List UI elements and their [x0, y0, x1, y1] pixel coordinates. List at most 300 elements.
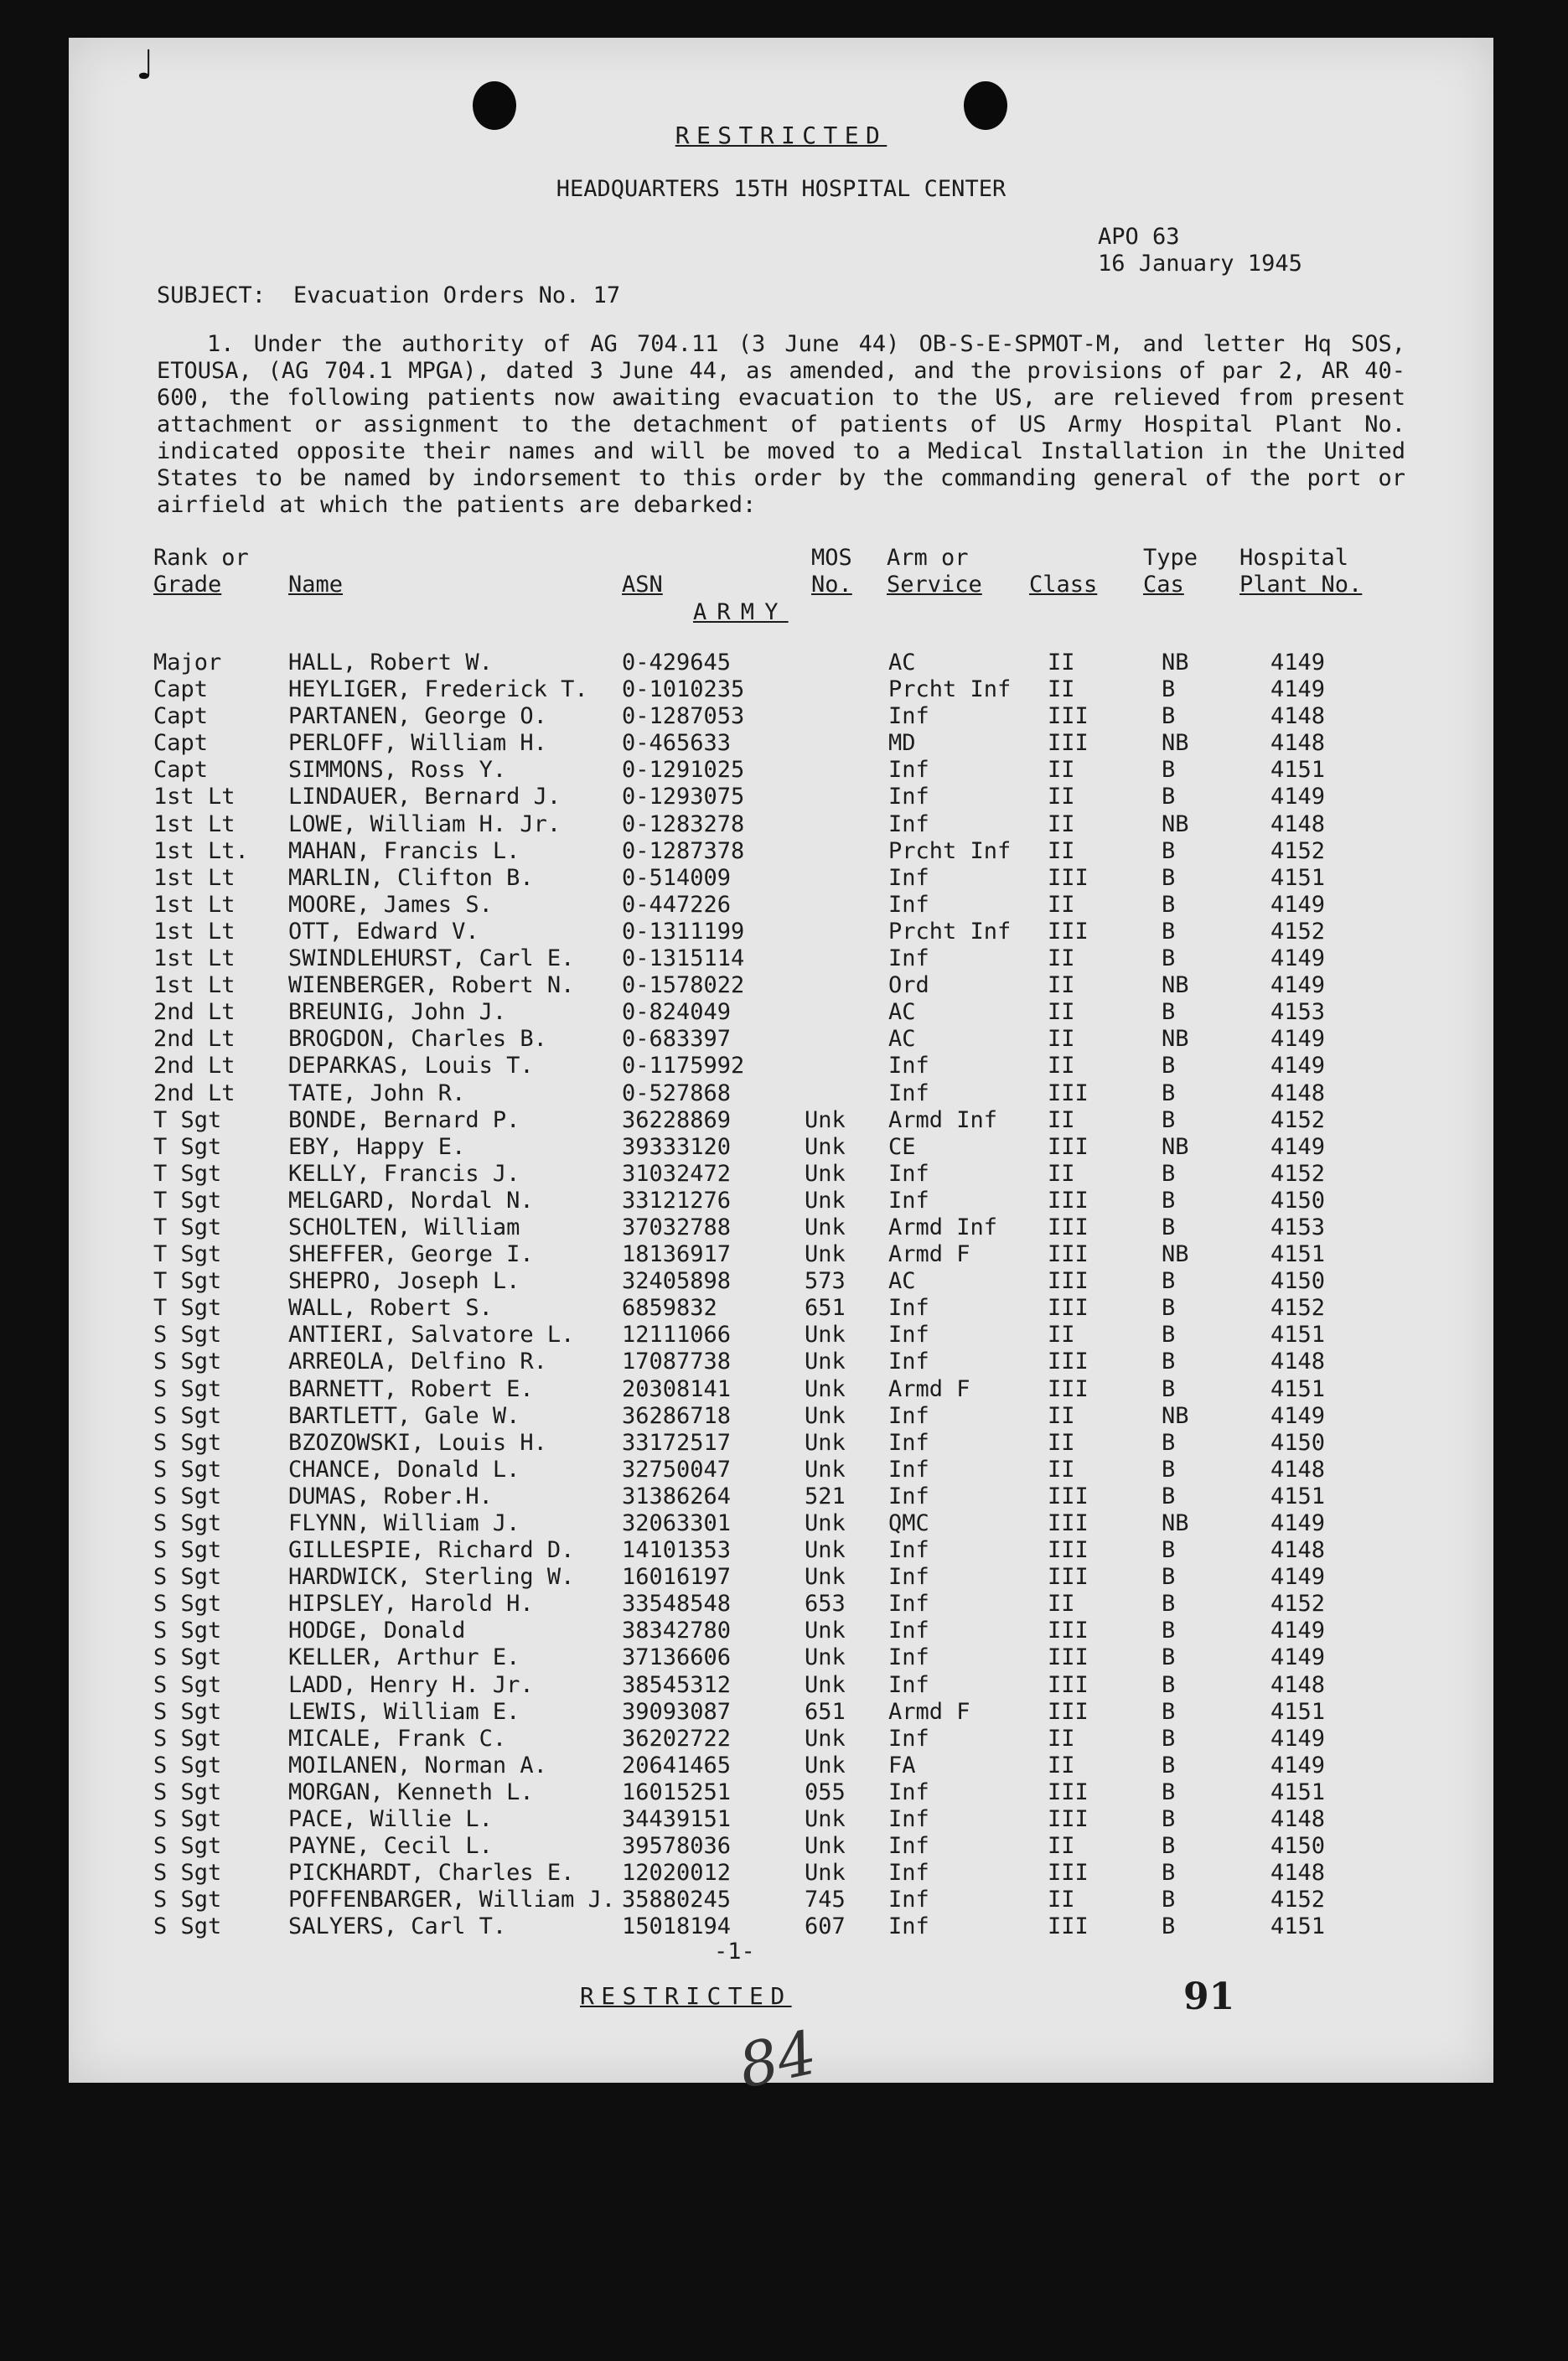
cell-arm-service: Inf — [888, 757, 929, 784]
cell-plant: 4153 — [1270, 1214, 1326, 1240]
cell-class: II — [1048, 1160, 1075, 1187]
cell-asn: 38342780 — [622, 1618, 732, 1644]
cell-mos — [805, 838, 880, 865]
section-heading-army: ARMY — [693, 599, 789, 625]
cell-name: DUMAS, Rober.H. — [288, 1483, 493, 1509]
cell-arm-service: Inf — [888, 945, 929, 972]
cell-arm-service: Inf — [888, 1080, 929, 1106]
cell-type-cas: B — [1162, 918, 1176, 945]
cell-type-cas: B — [1162, 1106, 1176, 1133]
table-row — [153, 1860, 1346, 1887]
cell-plant: 4148 — [1270, 1806, 1326, 1833]
page-number: 91 — [1183, 1975, 1235, 2018]
cell-rank: S Sgt — [153, 1779, 222, 1805]
cell-mos: Unk — [805, 1752, 846, 1779]
cell-asn: 37136606 — [622, 1644, 732, 1671]
cell-class: III — [1048, 918, 1089, 945]
cell-name: KELLER, Arthur E. — [288, 1644, 520, 1671]
cell-arm-service: Inf — [888, 1618, 929, 1644]
cell-mos — [805, 892, 880, 919]
cell-rank: S Sgt — [153, 1752, 222, 1779]
cell-asn: 12020012 — [622, 1860, 732, 1887]
table-row — [153, 1376, 1346, 1403]
cell-type-cas: NB — [1162, 730, 1189, 757]
cell-rank: 1st Lt — [153, 918, 235, 945]
cell-class: III — [1048, 864, 1089, 891]
cell-name: BONDE, Bernard P. — [288, 1106, 520, 1133]
cell-mos: 521 — [805, 1483, 846, 1509]
cell-type-cas: B — [1162, 676, 1176, 703]
cell-plant: 4148 — [1270, 1080, 1326, 1106]
table-row — [153, 1322, 1346, 1349]
cell-type-cas: B — [1162, 1322, 1176, 1349]
cell-class: III — [1048, 1537, 1089, 1564]
cell-type-cas: B — [1162, 1671, 1176, 1698]
cell-type-cas: B — [1162, 1833, 1176, 1860]
table-row — [153, 1268, 1346, 1295]
cell-arm-service: Inf — [888, 1725, 929, 1752]
col-rank-line1: Rank or — [153, 545, 249, 571]
table-row — [153, 1833, 1346, 1860]
cell-mos: Unk — [805, 1322, 846, 1349]
cell-plant: 4152 — [1270, 1591, 1326, 1618]
table-row — [153, 1672, 1346, 1699]
cell-mos: Unk — [805, 1564, 846, 1591]
cell-rank: S Sgt — [153, 1322, 222, 1349]
cell-type-cas: B — [1162, 703, 1176, 730]
cell-type-cas: NB — [1162, 1133, 1189, 1160]
cell-rank: 1st Lt — [153, 784, 235, 810]
cell-class: III — [1048, 1483, 1089, 1509]
cell-mos: Unk — [805, 1510, 846, 1536]
cell-class: III — [1048, 1564, 1089, 1591]
cell-plant: 4152 — [1270, 918, 1326, 945]
table-row — [153, 1403, 1346, 1430]
col-plant-line1: Hospital — [1239, 545, 1349, 571]
cell-type-cas: B — [1162, 784, 1176, 810]
cell-type-cas: B — [1162, 945, 1176, 972]
cell-plant: 4149 — [1270, 1053, 1326, 1080]
authority-paragraph: 1. Under the authority of AG 704.11 (3 June 44) OB-S-E-SPMOT-M, and letter Hq SOS, ETOUSA, (AG 704.1 MPGA), dated 3 June 44, as amended, and the provisions of par 2, AR 40-600, the following patients now awaiting evacuation to the US, are relieved from present attachment or assignment to the detachment of patients of US Army Hospital Plant No. indicated opposite their names and will be moved to a Medical Installation in the United States to be named by indorsement to this order by the commanding general of the port or airfield at which the patients are debarked: — [157, 331, 1405, 518]
cell-plant: 4151 — [1270, 757, 1326, 784]
cell-arm-service: Inf — [888, 784, 929, 810]
cell-rank: 1st Lt — [153, 945, 235, 972]
cell-mos — [805, 945, 880, 972]
cell-class: II — [1048, 1026, 1075, 1053]
cell-rank: T Sgt — [153, 1214, 222, 1240]
cell-asn: 32063301 — [622, 1510, 732, 1536]
cell-name: HEYLIGER, Frederick T. — [288, 676, 588, 703]
cell-rank: Major — [153, 650, 222, 676]
cell-class: III — [1048, 1349, 1089, 1375]
cell-type-cas: B — [1162, 1806, 1176, 1833]
cell-class: II — [1048, 784, 1075, 810]
table-row — [153, 1779, 1346, 1806]
cell-type-cas: B — [1162, 1537, 1176, 1564]
cell-asn: 0-447226 — [622, 891, 732, 918]
table-row — [153, 1618, 1346, 1644]
cell-asn: 0-527868 — [622, 1080, 732, 1106]
cell-asn: 14101353 — [622, 1537, 732, 1564]
cell-mos: Unk — [805, 1349, 846, 1375]
col-rank-line2: Grade — [153, 572, 222, 598]
table-row — [153, 919, 1346, 945]
cell-rank: S Sgt — [153, 1402, 222, 1429]
cell-arm-service: Armd Inf — [888, 1214, 998, 1240]
cell-type-cas: B — [1162, 1375, 1176, 1402]
cell-class: II — [1048, 650, 1075, 676]
cell-arm-service: Armd F — [888, 1698, 970, 1725]
cell-arm-service: Inf — [888, 1806, 929, 1833]
cell-plant: 4149 — [1270, 891, 1326, 918]
cell-class: III — [1048, 730, 1089, 757]
cell-name: BARTLETT, Gale W. — [288, 1402, 520, 1429]
cell-name: ARREOLA, Delfino R. — [288, 1349, 547, 1375]
table-row — [153, 1753, 1346, 1779]
cell-rank: S Sgt — [153, 1806, 222, 1833]
cell-type-cas: NB — [1162, 810, 1189, 837]
table-row — [153, 1349, 1346, 1375]
cell-name: MICALE, Frank C. — [288, 1725, 507, 1752]
cell-class: III — [1048, 1779, 1089, 1805]
cell-arm-service: Inf — [888, 1537, 929, 1564]
cell-type-cas: B — [1162, 1752, 1176, 1779]
cell-arm-service: Inf — [888, 1779, 929, 1805]
cell-arm-service: Ord — [888, 972, 929, 999]
col-asn: ASN — [622, 572, 663, 598]
cell-class: III — [1048, 703, 1089, 730]
cell-name: LINDAUER, Bernard J. — [288, 784, 561, 810]
cell-asn: 15018194 — [622, 1913, 732, 1940]
cell-class: III — [1048, 1187, 1089, 1214]
cell-asn: 0-1287053 — [622, 703, 745, 730]
cell-arm-service: Inf — [888, 1483, 929, 1509]
cell-arm-service: Inf — [888, 1887, 929, 1913]
cell-asn: 36286718 — [622, 1402, 732, 1429]
cell-rank: Capt — [153, 757, 209, 784]
cell-asn: 18136917 — [622, 1241, 732, 1268]
patient-roster — [153, 650, 1346, 1941]
cell-name: BARNETT, Robert E. — [288, 1375, 534, 1402]
cell-name: BREUNIG, John J. — [288, 999, 507, 1026]
cell-plant: 4150 — [1270, 1429, 1326, 1456]
table-row — [153, 1188, 1346, 1214]
cell-arm-service: Prcht Inf — [888, 918, 1012, 945]
cell-rank: T Sgt — [153, 1295, 222, 1322]
cell-type-cas: B — [1162, 1860, 1176, 1887]
cell-asn: 0-1175992 — [622, 1053, 745, 1080]
table-row — [153, 1483, 1346, 1510]
cell-type-cas: B — [1162, 1779, 1176, 1805]
col-class: Class — [1029, 572, 1098, 598]
cell-arm-service: FA — [888, 1752, 916, 1779]
cell-arm-service: Inf — [888, 1402, 929, 1429]
cell-rank: T Sgt — [153, 1268, 222, 1295]
table-row — [153, 1053, 1346, 1080]
cell-mos: 653 — [805, 1591, 846, 1618]
table-row — [153, 1214, 1346, 1241]
cell-arm-service: AC — [888, 650, 916, 676]
classification-top: RESTRICTED — [675, 122, 887, 149]
cell-type-cas: B — [1162, 1080, 1176, 1106]
cell-plant: 4149 — [1270, 784, 1326, 810]
cell-mos: Unk — [805, 1833, 846, 1860]
cell-rank: S Sgt — [153, 1618, 222, 1644]
col-arm-line1: Arm or — [887, 545, 969, 571]
cell-asn: 0-683397 — [622, 1026, 732, 1053]
classification-bottom: RESTRICTED — [580, 1982, 792, 2010]
cell-asn: 35880245 — [622, 1887, 732, 1913]
cell-asn: 0-465633 — [622, 730, 732, 757]
cell-mos: Unk — [805, 1725, 846, 1752]
col-type-line2: Cas — [1143, 572, 1184, 598]
cell-plant: 4149 — [1270, 1752, 1326, 1779]
unit-heading: HEADQUARTERS 15TH HOSPITAL CENTER — [556, 176, 1007, 202]
cell-plant: 4148 — [1270, 1349, 1326, 1375]
table-row — [153, 1806, 1346, 1833]
cell-class: III — [1048, 1618, 1089, 1644]
cell-mos — [805, 650, 880, 676]
cell-class: II — [1048, 1591, 1075, 1618]
cell-arm-service: Inf — [888, 1860, 929, 1887]
cell-type-cas: B — [1162, 1187, 1176, 1214]
cell-plant: 4152 — [1270, 1106, 1326, 1133]
cell-asn: 36202722 — [622, 1725, 732, 1752]
cell-type-cas: B — [1162, 891, 1176, 918]
cell-arm-service: AC — [888, 1268, 916, 1295]
cell-type-cas: B — [1162, 999, 1176, 1026]
cell-class: III — [1048, 1133, 1089, 1160]
cell-arm-service: Inf — [888, 891, 929, 918]
cell-class: II — [1048, 1725, 1075, 1752]
cell-asn: 32750047 — [622, 1456, 732, 1483]
cell-plant: 4151 — [1270, 1322, 1326, 1349]
cell-plant: 4149 — [1270, 1133, 1326, 1160]
table-row — [153, 838, 1346, 865]
table-row — [153, 1591, 1346, 1618]
cell-name: LEWIS, William E. — [288, 1698, 520, 1725]
cell-rank: 2nd Lt — [153, 1026, 235, 1053]
table-row — [153, 730, 1346, 757]
cell-name: LOWE, William H. Jr. — [288, 810, 561, 837]
cell-plant: 4149 — [1270, 1618, 1326, 1644]
cell-mos: 651 — [805, 1698, 846, 1725]
subject-label: SUBJECT: — [157, 282, 267, 308]
cell-plant: 4149 — [1270, 972, 1326, 999]
table-row — [153, 1537, 1346, 1564]
cell-plant: 4149 — [1270, 1510, 1326, 1536]
cell-arm-service: Inf — [888, 1564, 929, 1591]
cell-rank: S Sgt — [153, 1349, 222, 1375]
cell-mos: Unk — [805, 1456, 846, 1483]
cell-class: II — [1048, 1833, 1075, 1860]
cell-asn: 0-1293075 — [622, 784, 745, 810]
cell-rank: Capt — [153, 676, 209, 703]
table-row — [153, 1644, 1346, 1671]
cell-name: KELLY, Francis J. — [288, 1160, 520, 1187]
cell-mos: Unk — [805, 1241, 846, 1268]
cell-plant: 4149 — [1270, 650, 1326, 676]
cell-class: II — [1048, 945, 1075, 972]
cell-name: DEPARKAS, Louis T. — [288, 1053, 534, 1080]
cell-mos: 651 — [805, 1295, 846, 1322]
cell-name: MELGARD, Nordal N. — [288, 1187, 534, 1214]
cell-type-cas: NB — [1162, 1026, 1189, 1053]
cell-mos — [805, 1080, 880, 1107]
cell-type-cas: NB — [1162, 650, 1189, 676]
cell-asn: 33172517 — [622, 1429, 732, 1456]
cell-class: II — [1048, 1053, 1075, 1080]
col-name: Name — [288, 572, 344, 598]
cell-asn: 16015251 — [622, 1779, 732, 1805]
cell-name: SHEFFER, George I. — [288, 1241, 534, 1268]
cell-mos: Unk — [805, 1402, 846, 1429]
col-type-line1: Type — [1143, 545, 1198, 571]
cell-type-cas: B — [1162, 1214, 1176, 1240]
cell-mos — [805, 1026, 880, 1053]
cell-rank: S Sgt — [153, 1887, 222, 1913]
cell-mos: Unk — [805, 1160, 846, 1187]
cell-arm-service: Inf — [888, 1456, 929, 1483]
cell-rank: 1st Lt — [153, 864, 235, 891]
cell-asn: 31386264 — [622, 1483, 732, 1509]
table-row — [153, 1457, 1346, 1483]
cell-type-cas: B — [1162, 1644, 1176, 1671]
cell-name: GILLESPIE, Richard D. — [288, 1537, 575, 1564]
cell-name: PAYNE, Cecil L. — [288, 1833, 493, 1860]
cell-name: HARDWICK, Sterling W. — [288, 1564, 575, 1591]
table-row — [153, 1913, 1346, 1940]
cell-mos: 745 — [805, 1887, 846, 1913]
cell-rank: Capt — [153, 730, 209, 757]
cell-asn: 0-1010235 — [622, 676, 745, 703]
cell-type-cas: B — [1162, 1564, 1176, 1591]
cell-arm-service: Prcht Inf — [888, 837, 1012, 864]
col-plant-line2: Plant No. — [1239, 572, 1363, 598]
cell-type-cas: B — [1162, 1618, 1176, 1644]
cell-rank: S Sgt — [153, 1564, 222, 1591]
cell-name: LADD, Henry H. Jr. — [288, 1671, 534, 1698]
cell-class: III — [1048, 1295, 1089, 1322]
cell-plant: 4149 — [1270, 1402, 1326, 1429]
cell-rank: S Sgt — [153, 1537, 222, 1564]
cell-name: CHANCE, Donald L. — [288, 1456, 520, 1483]
cell-asn: 20641465 — [622, 1752, 732, 1779]
cell-mos — [805, 865, 880, 892]
cell-type-cas: B — [1162, 1725, 1176, 1752]
col-arm-line2: Service — [887, 572, 982, 598]
cell-type-cas: B — [1162, 837, 1176, 864]
cell-plant: 4148 — [1270, 810, 1326, 837]
cell-type-cas: NB — [1162, 972, 1189, 999]
cell-class: III — [1048, 1671, 1089, 1698]
cell-class: III — [1048, 1860, 1089, 1887]
table-row — [153, 1241, 1346, 1268]
cell-asn: 0-1578022 — [622, 972, 745, 999]
cell-asn: 0-1283278 — [622, 810, 745, 837]
cell-mos: Unk — [805, 1537, 846, 1564]
cell-type-cas: B — [1162, 1349, 1176, 1375]
cell-mos — [805, 972, 880, 999]
cell-asn: 0-1291025 — [622, 757, 745, 784]
cell-asn: 0-1315114 — [622, 945, 745, 972]
cell-type-cas: B — [1162, 1268, 1176, 1295]
cell-class: II — [1048, 891, 1075, 918]
cell-asn: 39093087 — [622, 1698, 732, 1725]
cell-class: II — [1048, 1322, 1075, 1349]
cell-asn: 12111066 — [622, 1322, 732, 1349]
cell-rank: T Sgt — [153, 1133, 222, 1160]
cell-arm-service: Armd F — [888, 1241, 970, 1268]
cell-rank: 2nd Lt — [153, 1080, 235, 1106]
table-row — [153, 1726, 1346, 1753]
cell-type-cas: B — [1162, 757, 1176, 784]
cell-rank: S Sgt — [153, 1860, 222, 1887]
cell-arm-service: MD — [888, 730, 916, 757]
cell-plant: 4148 — [1270, 1860, 1326, 1887]
cell-plant: 4152 — [1270, 1295, 1326, 1322]
cell-plant: 4151 — [1270, 1483, 1326, 1509]
cell-mos — [805, 703, 880, 730]
cell-name: FLYNN, William J. — [288, 1510, 520, 1536]
cell-mos: 055 — [805, 1779, 846, 1805]
cell-asn: 0-824049 — [622, 999, 732, 1026]
cell-type-cas: NB — [1162, 1402, 1189, 1429]
cell-plant: 4148 — [1270, 730, 1326, 757]
cell-asn: 31032472 — [622, 1160, 732, 1187]
cell-plant: 4153 — [1270, 999, 1326, 1026]
cell-plant: 4149 — [1270, 1026, 1326, 1053]
cell-name: HIPSLEY, Harold H. — [288, 1591, 534, 1618]
table-row — [153, 1295, 1346, 1322]
cell-mos — [805, 919, 880, 945]
cell-rank: Capt — [153, 703, 209, 730]
cell-name: MARLIN, Clifton B. — [288, 864, 534, 891]
cell-mos: Unk — [805, 1187, 846, 1214]
cell-rank: T Sgt — [153, 1160, 222, 1187]
cell-type-cas: NB — [1162, 1241, 1189, 1268]
cell-plant: 4151 — [1270, 1241, 1326, 1268]
cell-plant: 4151 — [1270, 1913, 1326, 1940]
cell-class: III — [1048, 1698, 1089, 1725]
cell-plant: 4149 — [1270, 1725, 1326, 1752]
cell-class: III — [1048, 1241, 1089, 1268]
cell-name: WALL, Robert S. — [288, 1295, 493, 1322]
cell-rank: S Sgt — [153, 1456, 222, 1483]
cell-plant: 4148 — [1270, 1456, 1326, 1483]
cell-type-cas: B — [1162, 1456, 1176, 1483]
cell-asn: 34439151 — [622, 1806, 732, 1833]
cell-name: HODGE, Donald — [288, 1618, 466, 1644]
cell-mos — [805, 757, 880, 784]
cell-name: PICKHARDT, Charles E. — [288, 1860, 575, 1887]
cell-name: BROGDON, Charles B. — [288, 1026, 547, 1053]
cell-name: SALYERS, Carl T. — [288, 1913, 507, 1940]
table-row — [153, 811, 1346, 838]
cell-mos — [805, 1053, 880, 1080]
cell-name: ANTIERI, Salvatore L. — [288, 1322, 575, 1349]
table-row — [153, 1161, 1346, 1188]
table-row — [153, 999, 1346, 1026]
cell-name: TATE, John R. — [288, 1080, 466, 1106]
cell-asn: 17087738 — [622, 1349, 732, 1375]
table-row — [153, 784, 1346, 810]
cell-name: PARTANEN, George O. — [288, 703, 547, 730]
table-row — [153, 892, 1346, 919]
table-row — [153, 865, 1346, 892]
cell-rank: 1st Lt — [153, 891, 235, 918]
cell-arm-service: Inf — [888, 703, 929, 730]
